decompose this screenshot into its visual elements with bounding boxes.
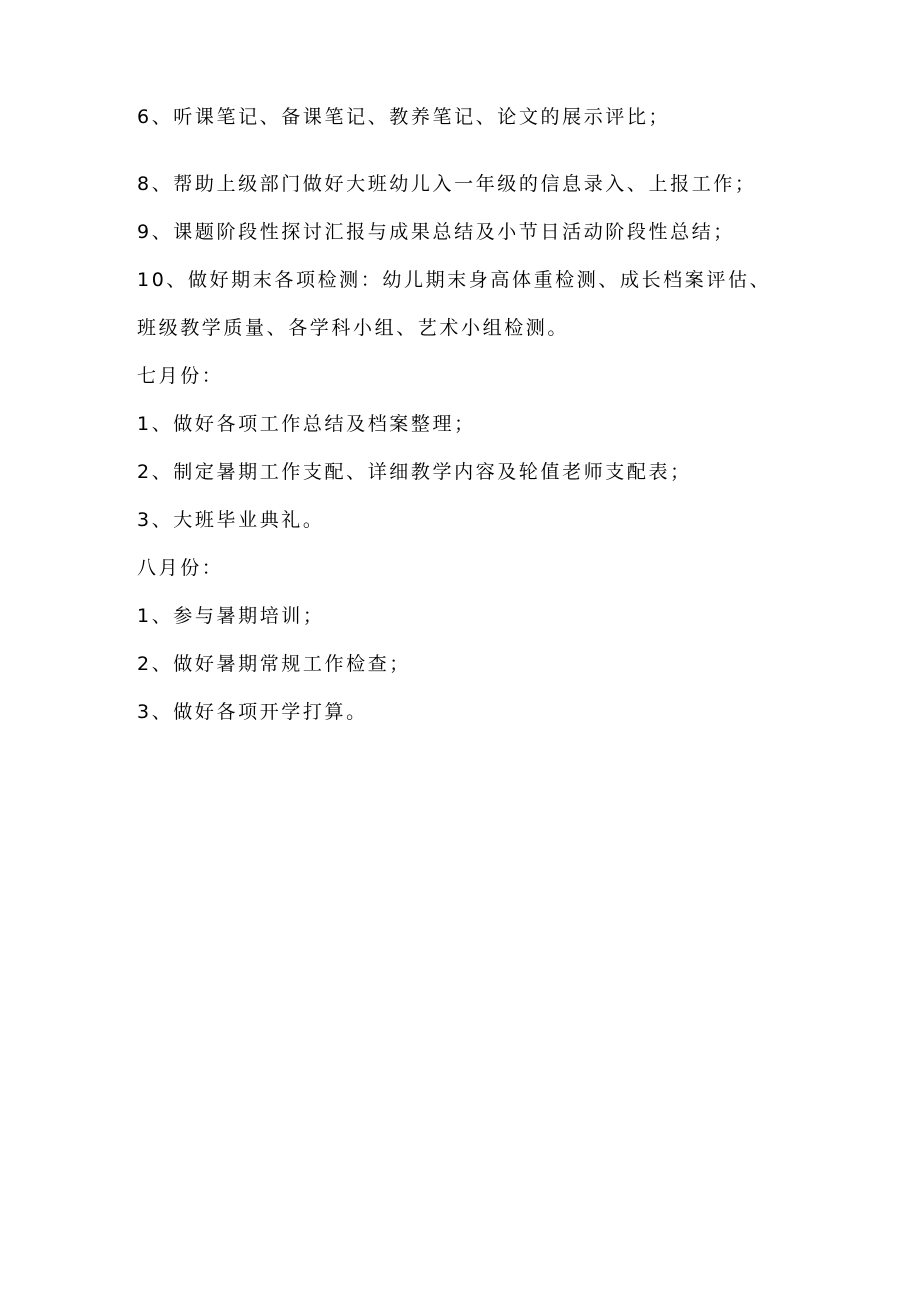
item-july-2: 2、制定暑期工作支配、详细教学内容及轮值老师支配表； — [137, 461, 692, 483]
item-june-8: 8、帮助上级部门做好大班幼儿入一年级的信息录入、上报工作； — [137, 173, 757, 195]
item-june-9: 9、课题阶段性探讨汇报与成果总结及小节日活动阶段性总结； — [137, 221, 735, 243]
item-june-10-continued: 班级教学质量、各学科小组、艺术小组检测。 — [137, 317, 570, 339]
item-june-6: 6、听课笔记、备课笔记、教养笔记、论文的展示评比； — [137, 106, 671, 128]
item-august-2: 2、做好暑期常规工作检查； — [137, 653, 411, 675]
item-july-3: 3、大班毕业典礼。 — [137, 509, 325, 531]
section-heading-july: 七月份： — [137, 365, 224, 387]
item-august-1: 1、参与暑期培训； — [137, 605, 325, 627]
item-july-1: 1、做好各项工作总结及档案整理； — [137, 413, 476, 435]
section-heading-august: 八月份： — [137, 557, 224, 579]
item-august-3: 3、做好各项开学打算。 — [137, 701, 368, 723]
item-june-10: 10、做好期末各项检测：幼儿期末身高体重检测、成长档案评估、 — [137, 269, 772, 291]
